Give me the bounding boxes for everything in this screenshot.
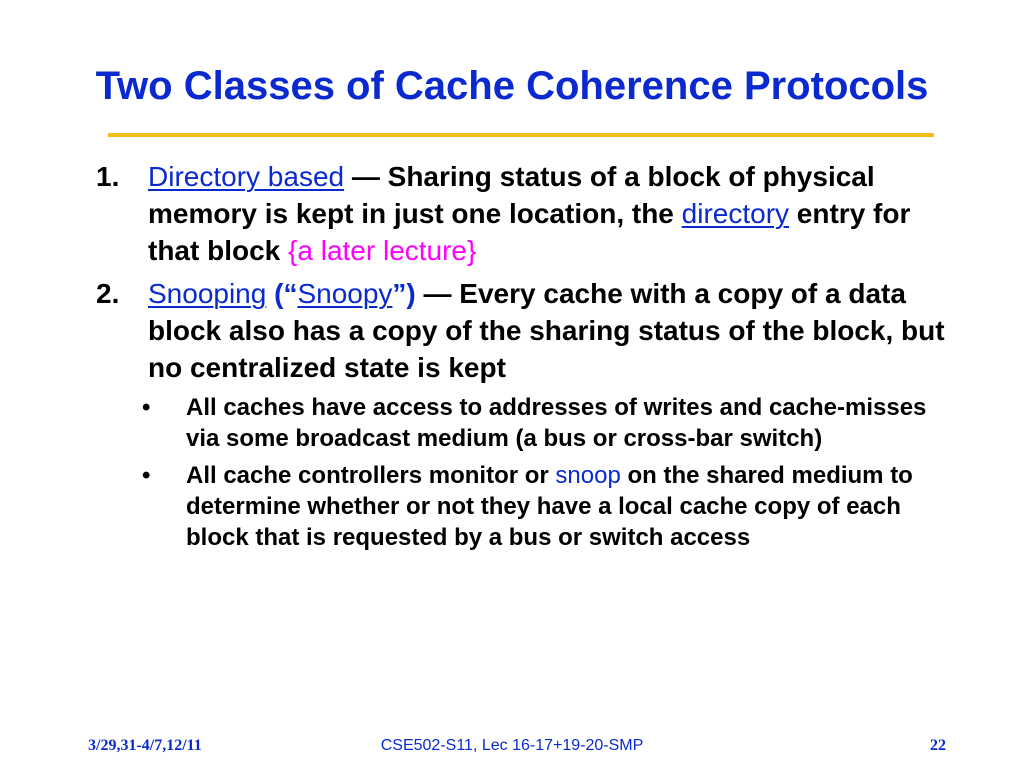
bullet-icon: • [142,462,151,489]
sub-bullet-text: All caches have access to addresses of writes and cache-misses via some broadcast medium (a bus or cross-bar switch) [186,394,927,452]
lecture-note: {a later lecture} [288,235,477,266]
slide-body [88,158,948,559]
directory-link[interactable]: directory [681,198,790,229]
slide-title: Two Classes of Cache Coherence Protocols [95,64,929,108]
directory-based-link[interactable]: Directory based [148,161,345,192]
item-number: 2. [96,278,120,309]
sub-bullet-text-2: on the shared medium to determine whether or not they have a local cache copy of each block that is requested by a bus or switch access [186,462,913,551]
sub-bullet-text: All cache controllers monitor or [186,462,556,489]
item-text: — Sharing status of a block of physical memory is kept in just one location, the [148,161,875,229]
snooping-link[interactable]: Snooping [148,278,267,309]
sub-bullet-1 [142,392,948,454]
item-text: — Every cache with a copy of a data block also has a copy of the sharing status of the block, but no centralized state is kept [148,278,945,383]
snoop-highlight: snoop [555,462,621,489]
close-paren: ”) [392,278,416,309]
item-text-2: entry for that block [148,198,911,266]
footer-page-number: 22 [930,737,946,754]
list-item-1 [88,158,948,269]
open-paren: (“ [266,278,298,309]
list-item-2 [88,275,948,386]
footer-date: 3/29,31-4/7,12/11 [88,737,202,754]
item-number: 1. [96,161,120,192]
snoopy-link[interactable]: Snoopy [297,278,393,309]
title-divider [108,133,934,137]
sub-bullet-2 [142,460,948,553]
bullet-icon: • [142,394,151,421]
footer-course: CSE502-S11, Lec 16-17+19-20-SMP [380,737,644,754]
